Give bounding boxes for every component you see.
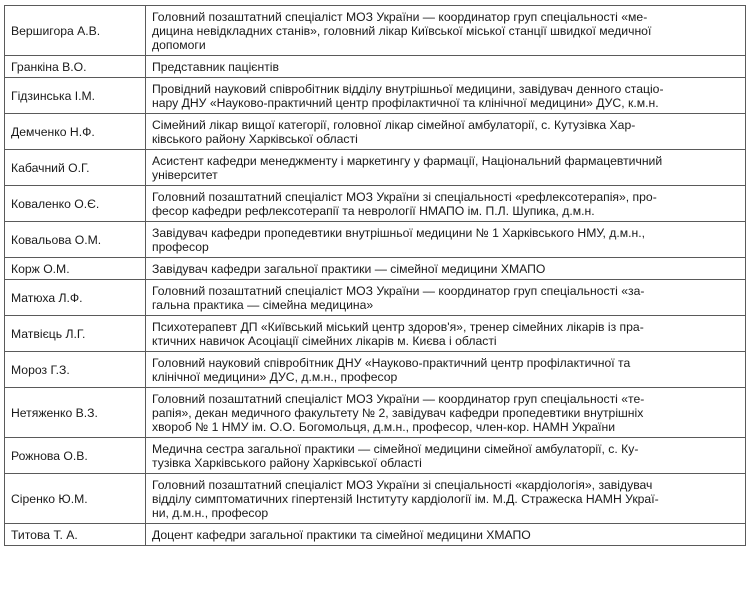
position-line: Головний позаштатний спеціаліст МОЗ України зі спеціальності «рефлексотерапія», про- — [152, 190, 657, 204]
member-name: Матюха Л.Ф. — [5, 280, 146, 316]
member-position — [146, 474, 746, 524]
table-row — [5, 78, 746, 114]
member-position — [146, 186, 746, 222]
member-name: Демченко Н.Ф. — [5, 114, 146, 150]
position-line: Завідувач кафедри пропедевтики внутрішньої медицини № 1 Харківського НМУ, д.м.н., — [152, 226, 646, 240]
table-row — [5, 114, 746, 150]
table-row — [5, 258, 746, 280]
position-line: Провідний науковий співробітник відділу внутрішньої медицини, завідувач денного стаціо- — [152, 82, 664, 96]
position-line: Доцент кафедри загальної практики та сімейної медицини ХМАПО — [152, 528, 531, 542]
position-line: Представник пацієнтів — [152, 60, 279, 74]
member-name: Ковальова О.М. — [5, 222, 146, 258]
member-position — [146, 56, 746, 78]
member-name: Вершигора А.В. — [5, 6, 146, 56]
position-line: клінічної медицини» ДУС, д.м.н., професор — [152, 370, 398, 384]
member-position — [146, 524, 746, 546]
member-name: Нетяженко В.З. — [5, 388, 146, 438]
position-line: рапія», декан медичного факультету № 2, завідувач кафедри пропедевтики внутрішніх — [152, 406, 644, 420]
position-line: ктичних навичок Асоціації сімейних лікарів м. Києва і області — [152, 334, 497, 348]
member-position — [146, 222, 746, 258]
member-position — [146, 280, 746, 316]
position-line: ківського району Харківської області — [152, 132, 358, 146]
member-position — [146, 150, 746, 186]
position-line: ни, д.м.н., професор — [152, 506, 269, 520]
member-name: Титова Т. А. — [5, 524, 146, 546]
table-row — [5, 474, 746, 524]
member-name: Корж О.М. — [5, 258, 146, 280]
table-row — [5, 280, 746, 316]
member-position — [146, 316, 746, 352]
member-position — [146, 6, 746, 56]
member-name: Гідзинська І.М. — [5, 78, 146, 114]
position-line: допомоги — [152, 38, 206, 52]
position-line: дицина невідкладних станів», головний лікар Київської міської станції швидкої медичної — [152, 24, 652, 38]
member-position — [146, 438, 746, 474]
position-line: Головний позаштатний спеціаліст МОЗ України зі спеціальності «кардіологія», завідувач — [152, 478, 653, 492]
member-name: Мороз Г.З. — [5, 352, 146, 388]
table-row — [5, 388, 746, 438]
position-line: Головний позаштатний спеціаліст МОЗ України — координатор груп спеціальності «ме- — [152, 10, 648, 24]
position-line: Асистент кафедри менеджменту і маркетингу у фармації, Національний фармацевтичний — [152, 154, 663, 168]
member-position — [146, 78, 746, 114]
position-line: Психотерапевт ДП «Київський міський центр здоров'я», тренер сімейних лікарів із пра- — [152, 320, 644, 334]
position-line: Головний позаштатний спеціаліст МОЗ України — координатор груп спеціальності «те- — [152, 392, 645, 406]
table-row — [5, 352, 746, 388]
member-position — [146, 258, 746, 280]
member-position — [146, 352, 746, 388]
table-row — [5, 56, 746, 78]
position-line: гальна практика — сімейна медицина» — [152, 298, 374, 312]
position-line: Завідувач кафедри загальної практики — сімейної медицини ХМАПО — [152, 262, 546, 276]
position-line: Медична сестра загальної практики — сімейної медицини сімейної амбулаторії, с. Ку- — [152, 442, 639, 456]
position-line: хвороб № 1 НМУ ім. О.О. Богомольця, д.м.н., професор, член-кор. НАМН України — [152, 420, 616, 434]
position-line: відділу симптоматичних гіпертензій Інституту кардіології ім. М.Д. Стражеска НАМН Украї- — [152, 492, 659, 506]
position-line: нару ДНУ «Науково-практичний центр профілактичної та клінічної медицини» ДУС, к.м.н. — [152, 96, 659, 110]
position-line: університет — [152, 168, 218, 182]
table-row — [5, 150, 746, 186]
position-line: професор — [152, 240, 209, 254]
member-name: Кабачний О.Г. — [5, 150, 146, 186]
table-row — [5, 316, 746, 352]
member-name: Гранкіна В.О. — [5, 56, 146, 78]
table-row — [5, 524, 746, 546]
table-body — [5, 6, 746, 546]
member-name: Сіренко Ю.М. — [5, 474, 146, 524]
working-group-table — [4, 5, 746, 546]
table-row — [5, 222, 746, 258]
table-row — [5, 438, 746, 474]
position-line: фесор кафедри рефлексотерапії та неврології НМАПО ім. П.Л. Шупика, д.м.н. — [152, 204, 595, 218]
member-name: Рожнова О.В. — [5, 438, 146, 474]
position-line: Сімейний лікар вищої категорії, головної лікар сімейної амбулаторії, с. Кутузівка Хар- — [152, 118, 636, 132]
position-line: Головний науковий співробітник ДНУ «Науково-практичний центр профілактичної та — [152, 356, 631, 370]
position-line: тузівка Харківського району Харківської області — [152, 456, 422, 470]
member-name: Матвієць Л.Г. — [5, 316, 146, 352]
member-position — [146, 388, 746, 438]
table-row — [5, 186, 746, 222]
position-line: Головний позаштатний спеціаліст МОЗ України — координатор груп спеціальності «за- — [152, 284, 645, 298]
member-position — [146, 114, 746, 150]
table-row — [5, 6, 746, 56]
member-name: Коваленко О.Є. — [5, 186, 146, 222]
